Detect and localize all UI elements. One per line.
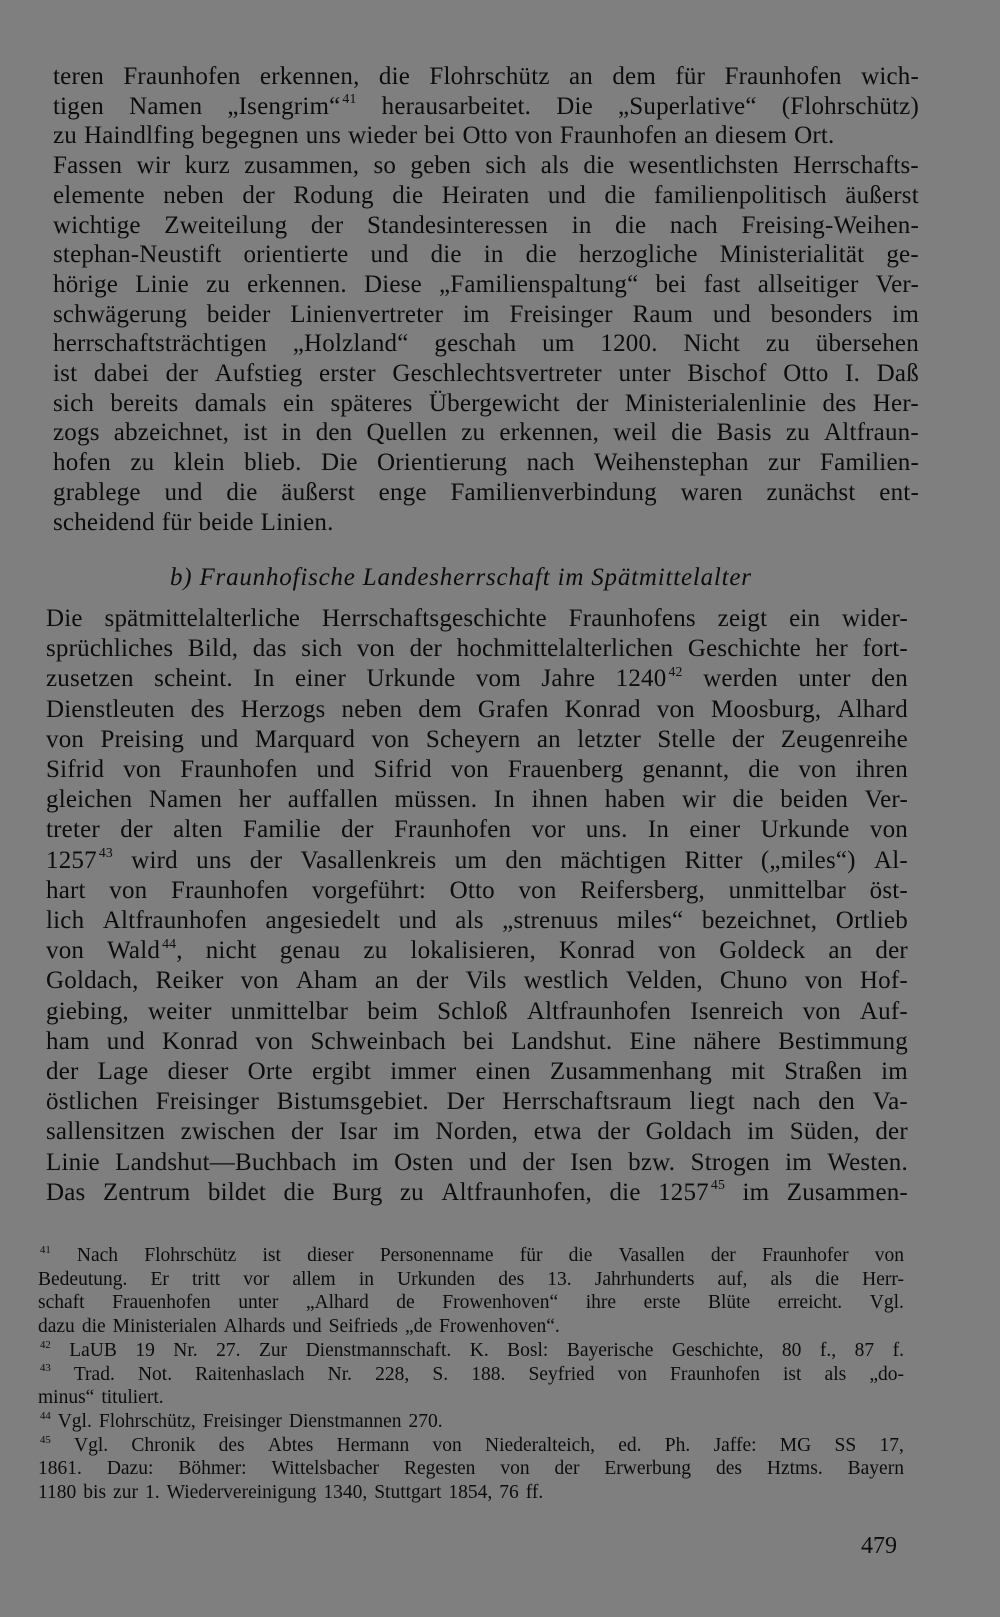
paragraph-2-line: der Lage dieser Orte ergibt immer einen Zusammenhang mit Straßen im (46, 1058, 908, 1085)
paragraph-1-line: scheidend für beide Linien. (53, 508, 334, 536)
page-number: 479 (861, 1533, 897, 1559)
paragraph-1-line: stephan-Neustift orientierte und die in die herzogliche Ministerialität ge- (53, 241, 919, 269)
footnote-line: schaft Frauenhofen unter „Alhard de Frowenhoven“ ihre erste Blüte erreicht. Vgl. (38, 1292, 904, 1314)
paragraph-2-line: treter der alten Familie der Fraunhofen vor uns. In einer Urkunde von (46, 816, 908, 844)
paragraph-2-line: lich Altfraunhofen angesiedelt und als „strenuus miles“ bezeichnet, Ortlieb (46, 907, 908, 934)
paragraph-2-line: Sifrid von Fraunhofen und Sifrid von Frauenberg genannt, die von ihren (46, 756, 908, 783)
paragraph-1-line: zu Haindlfing begegnen uns wieder bei Otto von Fraunhofen an diesem Ort. (53, 122, 835, 150)
paragraph-2-line: 1257 $^{43}$ wird uns der Vasallenkreis um den mächtigen Ritter („miles“) Al- (46, 845, 908, 874)
paragraph-1-line: schwägerung beider Linienvertreter im Freisinger Raum und besonders im (53, 300, 919, 328)
footnote-line: $^{45}$ Vgl. Chronik des Abtes Hermann von Niederalteich, ed. Ph. Jaffe: MG SS 17, (40, 1433, 904, 1456)
paragraph-2-line: gleichen Namen her auffallen müssen. In ihnen haben wir die beiden Ver- (46, 786, 908, 814)
paragraph-2-line: östlichen Freisinger Bistumsgebiet. Der Herrschaftsraum liegt nach den Va- (46, 1088, 908, 1116)
footnote-line: dazu die Ministerialen Alhards und Seifrieds „de Frowenhoven“. (38, 1316, 560, 1338)
paragraph-1-line: hofen zu klein blieb. Die Orientierung nach Weihenstephan zur Familien- (53, 449, 919, 477)
paragraph-1-line: teren Fraunhofen erkennen, die Flohrschütz an dem für Fraunhofen wich- (53, 63, 919, 90)
paragraph-2-line: Goldach, Reiker von Aham an der Vils westlich Velden, Chuno von Hof- (46, 967, 908, 995)
paragraph-2-line: Das Zentrum bildet die Burg zu Altfraunhofen, die 1257 $^{45}$ im Zusammen- (46, 1177, 908, 1206)
footnote-line: 1180 bis zur 1. Wiedervereinigung 1340, Stuttgart 1854, 76 ff. (38, 1482, 544, 1503)
footnote-line: $^{43}$ Trad. Not. Raitenhaslach Nr. 228, S. 188. Seyfried von Fraunhofen ist als „do- (40, 1362, 904, 1385)
paragraph-2-line: sprüchliches Bild, das sich von der hochmittelalterlichen Geschichte her fort- (46, 635, 908, 663)
paragraph-1-line: tigen Namen „Isengrim“ $^{41}$ herausarbeitet. Die „Superlative“ (Flohrschütz) (53, 91, 919, 120)
paragraph-2-line: zusetzen scheint. In einer Urkunde vom Jahre 1240 $^{42}$ werden unter den (46, 664, 908, 693)
paragraph-1-line: hörige Linie zu erkennen. Diese „Familienspaltung“ bei fast allseitiger Ver- (53, 270, 919, 298)
paragraph-2-line: von Preising und Marquard von Scheyern an letzter Stelle der Zeugenreihe (46, 725, 908, 753)
footnote-line: $^{44}$ Vgl. Flohrschütz, Freisinger Dienstmannen 270. (40, 1409, 443, 1432)
paragraph-1-line: herrschaftsträchtigen „Holzland“ geschah um 1200. Nicht zu übersehen (53, 330, 919, 358)
paragraph-2-line: Linie Landshut—Buchbach im Osten und der Isen bzw. Strogen im Westen. (46, 1148, 908, 1176)
paragraph-1-line: zogs abzeichnet, ist in den Quellen zu erkennen, weil die Basis zu Altfraun- (53, 419, 919, 447)
footnote-line: $^{41}$ Nach Flohrschütz ist dieser Personenname für die Vasallen der Fraunhofer von (40, 1243, 904, 1266)
footnote-line: minus“ tituliert. (38, 1387, 164, 1409)
paragraph-1-line: Fassen wir kurz zusammen, so geben sich als die wesentlichsten Herrschafts- (53, 152, 919, 180)
paragraph-2-line: Die spätmittelalterliche Herrschaftsgeschichte Fraunhofens zeigt ein wider- (46, 605, 908, 632)
footnote-line: 1861. Dazu: Böhmer: Wittelsbacher Regesten von der Erwerbung des Hztms. Bayern (38, 1458, 904, 1480)
paragraph-1-line: grablege und die äußerst enge Familienverbindung waren zunächst ent- (53, 478, 919, 506)
paragraph-2-line: giebing, weiter unmittelbar beim Schloß Altfraunhofen Isenreich von Auf- (46, 997, 908, 1025)
paragraph-1-line: sich bereits damals ein späteres Übergewicht der Ministerialenlinie des Her- (53, 389, 919, 417)
footnote-line: Bedeutung. Er tritt vor allem in Urkunden des 13. Jahrhunderts auf, als die Herr- (38, 1268, 904, 1290)
paragraph-1-line: ist dabei der Aufstieg erster Geschlechtsvertreter unter Bischof Otto I. Daß (53, 360, 919, 387)
paragraph-2-line: Dienstleuten des Herzogs neben dem Grafen Konrad von Moosburg, Alhard (46, 695, 908, 723)
paragraph-1-line: elemente neben der Rodung die Heiraten und die familienpolitisch äußerst (53, 181, 919, 209)
footnote-line: $^{42}$ LaUB 19 Nr. 27. Zur Dienstmannschaft. K. Bosl: Bayerische Geschichte, 80 f., 87 f. (40, 1338, 904, 1361)
paragraph-2-line: ham und Konrad von Schweinbach bei Landshut. Eine nähere Bestimmung (46, 1027, 908, 1055)
section-heading: b) Fraunhofische Landesherrschaft im Spätmittelalter (170, 564, 752, 591)
paragraph-2-line: hart von Fraunhofen vorgeführt: Otto von Reifersberg, unmittelbar öst- (46, 876, 908, 904)
paragraph-2-line: sallensitzen zwischen der Isar im Norden, etwa der Goldach im Süden, der (46, 1118, 908, 1146)
paragraph-1-line: wichtige Zweiteilung der Standesinteressen in die nach Freising-Weihen- (53, 211, 919, 239)
paragraph-2-line: von Wald $^{44}$, nicht genau zu lokalisieren, Konrad von Goldeck an der (46, 935, 908, 965)
